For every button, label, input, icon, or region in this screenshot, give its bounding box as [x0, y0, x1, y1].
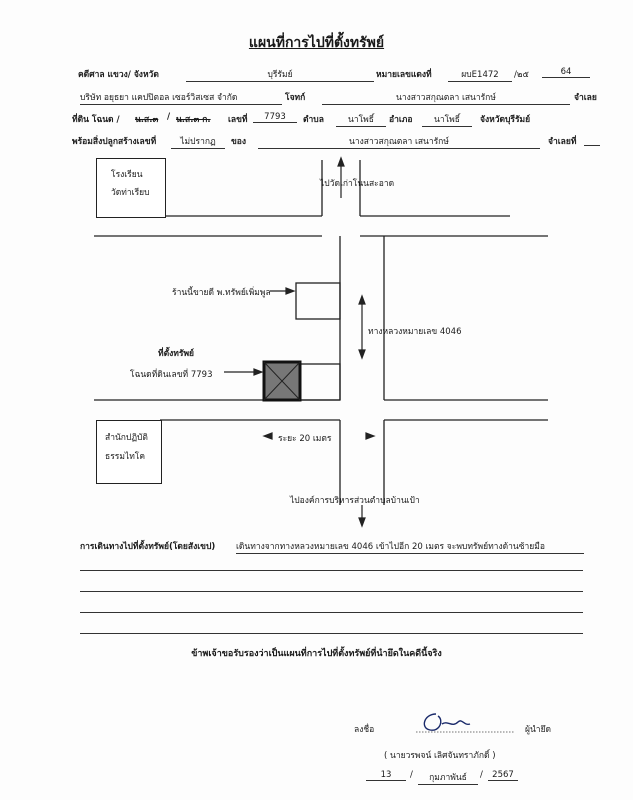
defendant-value: นางสาวสกุณตลา เสนารักษ์ — [322, 90, 570, 105]
office-box — [96, 420, 162, 484]
defendant-number-label: จำเลยที่ — [548, 137, 577, 147]
date-separator-2: / — [480, 770, 483, 780]
directions-blank-line-2 — [80, 591, 583, 592]
arrow-south-head — [359, 518, 365, 526]
date-year: 2567 — [488, 770, 518, 781]
building-number-value: ไม่ปรากฏ — [171, 134, 225, 149]
date-separator-1: / — [410, 770, 413, 780]
sign-label: ลงชื่อ — [354, 725, 375, 735]
directions-label: การเดินทางไปที่ตั้งทรัพย์(โดยสังเขป) — [80, 542, 216, 552]
date-month: กุมภาพันธ์ — [418, 770, 478, 785]
label-shop: ร้านนี้ขายดี พ.ทรัพย์เพิ่มพูล — [172, 288, 271, 298]
label-highway: ทางหลวงหมายเลข 4046 — [368, 327, 462, 337]
arrow-distance-head-right — [366, 433, 374, 439]
label-to-temple: ไปวัดเก่าโนนสะอาด — [320, 179, 395, 189]
property-lot-box — [300, 364, 340, 400]
case-number-year: 64 — [542, 67, 590, 78]
property-marker — [264, 362, 300, 400]
province-value: จังหวัดบุรีรัมย์ — [480, 115, 531, 125]
page-title: แผนที่การไปที่ตั้งทรัพย์ — [248, 35, 385, 51]
office-name-line2: ธรรมไทโค — [105, 452, 146, 462]
land-number-value: 7793 — [253, 112, 297, 123]
owner-label: ของ — [231, 137, 247, 147]
arrow-highway-head-down — [359, 350, 365, 358]
label-to-sao: ไปองค์การบริหารส่วนตำบลบ้านเป้า — [290, 496, 420, 506]
handwritten-signature — [412, 708, 522, 736]
case-court-label: คดีศาล แขวง/ จังหวัด — [78, 70, 159, 80]
arrow-shop-head — [286, 288, 294, 294]
sign-role: ผู้นำยึด — [525, 725, 552, 735]
label-property-deed: โฉนดที่ดินเลขที่ 7793 — [130, 370, 213, 380]
directions-blank-line-1 — [80, 570, 583, 571]
plaintiff-label: โจทก์ — [285, 93, 306, 103]
directions-text: เดินทางจากทางหลวงหมายเลข 4046 เข้าไปอีก 20 เมตร จะพบทรัพย์ทางด้านซ้ายมือ — [236, 539, 584, 554]
date-day: 13 — [366, 770, 406, 781]
directions-blank-line-3 — [80, 612, 583, 613]
land-strike-separator: / — [167, 112, 171, 122]
arrow-highway-head-up — [359, 296, 365, 304]
directions-blank-line-4 — [80, 633, 583, 634]
building-label: พร้อมสิ่งปลูกสร้างเลขที่ — [72, 137, 157, 147]
subdistrict-label: ตำบล — [303, 115, 324, 125]
district-value: นาโพธิ์ — [422, 112, 472, 127]
case-number-label: หมายเลขแดงที่ — [376, 70, 432, 80]
defendant-label: จำเลย — [574, 93, 597, 103]
court-value: บุรีรัมย์ — [186, 67, 374, 82]
label-distance: ระยะ 20 เมตร — [278, 434, 332, 444]
owner-value: นางสาวสกุณตลา เสนารักษ์ — [258, 134, 540, 149]
case-number-prefix: ผบE1472 — [448, 67, 512, 82]
case-number-mid: /๒๕ — [514, 70, 529, 80]
arrow-distance-head-left — [264, 433, 272, 439]
school-name-line1: โรงเรียน — [111, 170, 143, 180]
land-strike-ns3: น.ส.๓ — [135, 115, 159, 125]
land-strike-ns3k: น.ส.๓ ก. — [176, 115, 211, 125]
office-name-line1: สำนักปฏิบัติ — [105, 433, 148, 443]
plaintiff-value: บริษัท อยุธยา แคปปิตอล เซอร์วิสเซส จำกัด — [80, 90, 282, 105]
land-label: ที่ดิน โฉนด / — [72, 115, 120, 125]
school-name-line2: วัดท่าเรียบ — [111, 188, 150, 198]
arrow-property-head — [254, 369, 262, 375]
arrow-north-head — [338, 158, 344, 166]
shop-box — [296, 283, 340, 319]
signer-name: ( นายวรพจน์ เลิศจันทราภักดิ์ ) — [384, 751, 496, 761]
school-box — [96, 158, 166, 218]
certification-text: ข้าพเจ้าขอรับรองว่าเป็นแผนที่การไปที่ตั้งทรัพย์ที่นำยึดในคดีนี้จริง — [191, 649, 442, 659]
subdistrict-value: นาโพธิ์ — [336, 112, 386, 127]
land-number-label: เลขที่ — [228, 115, 248, 125]
district-label: อำเภอ — [389, 115, 413, 125]
label-property: ที่ตั้งทรัพย์ — [158, 349, 195, 359]
